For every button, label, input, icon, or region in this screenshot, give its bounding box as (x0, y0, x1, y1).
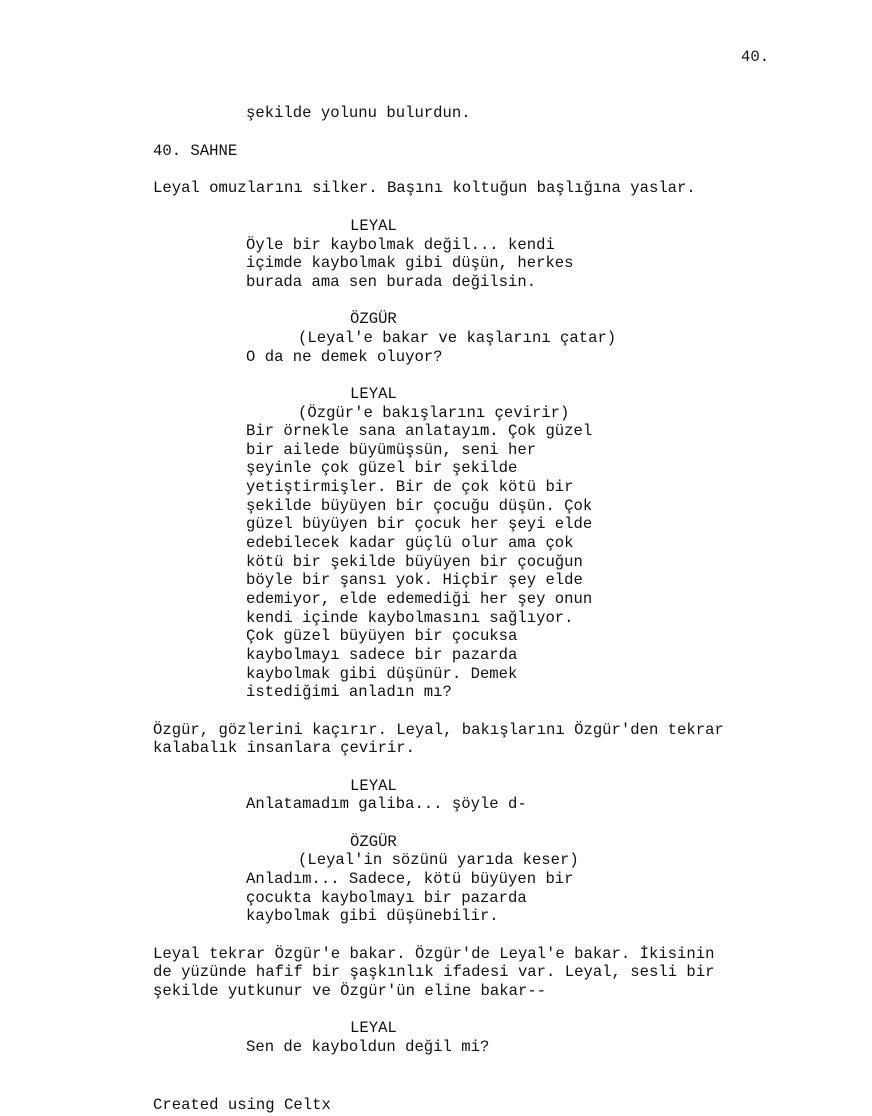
dialogue-line: böyle bir şansı yok. Hiçbir şey elde (246, 571, 583, 589)
dialogue-line: edebilecek kadar güçlü olur ama çok (246, 534, 574, 552)
dialogue-line: kötü bir şekilde büyüyen bir çocuğun (246, 553, 583, 571)
scene-heading: 40. SAHNE (153, 142, 238, 160)
dialogue-line: Anlatamadım galiba... şöyle d- (246, 795, 527, 813)
dialogue-line: kaybolmak gibi düşünebilir. (246, 907, 499, 925)
dialogue-line: şekilde büyüyen bir çocuğu düşün. Çok (246, 497, 593, 515)
parenthetical: (Leyal'e bakar ve kaşlarını çatar) (298, 329, 617, 347)
dialogue-line: bir ailede büyümüşsün, seni her (246, 441, 537, 459)
dialogue-line: kendi içinde kaybolmasını sağlıyor. (246, 609, 574, 627)
dialogue-line: Çok güzel büyüyen bir çocuksa (246, 627, 518, 645)
character-name: ÖZGÜR (350, 310, 397, 328)
parenthetical: (Leyal'in sözünü yarıda keser) (298, 851, 579, 869)
action-line: de yüzünde hafif bir şaşkınlık ifadesi var. Leyal, sesli bir (153, 963, 715, 981)
dialogue-line: O da ne demek oluyor? (246, 348, 443, 366)
dialogue-line: istediğimi anladın mı? (246, 683, 452, 701)
dialogue-line: edemiyor, elde edemediği her şey onun (246, 590, 593, 608)
dialogue-line: yetiştirmişler. Bir de çok kötü bir (246, 478, 574, 496)
dialogue-line: burada ama sen burada değilsin. (246, 273, 537, 291)
page-number: 40. (741, 48, 770, 66)
dialogue-line: Anladım... Sadece, kötü büyüyen bir (246, 870, 574, 888)
dialogue-line: Bir örnekle sana anlatayım. Çok güzel (246, 422, 593, 440)
continued-dialogue-line: şekilde yolunu bulurdun. (246, 104, 471, 122)
dialogue-line: kaybolmayı sadece bir pazarda (246, 646, 518, 664)
dialogue-line: kaybolmak gibi düşünür. Demek (246, 665, 518, 683)
action-line: Leyal tekrar Özgür'e bakar. Özgür'de Leyal'e bakar. İkisinin (153, 945, 715, 963)
action-line: Özgür, gözlerini kaçırır. Leyal, bakışlarını Özgür'den tekrar (153, 721, 724, 739)
character-name: LEYAL (350, 1019, 397, 1037)
dialogue-line: çocukta kaybolmayı bir pazarda (246, 889, 527, 907)
action-line: kalabalık insanlara çevirir. (153, 739, 416, 757)
character-name: ÖZGÜR (350, 833, 397, 851)
character-name: LEYAL (350, 777, 397, 795)
dialogue-line: Sen de kayboldun değil mi? (246, 1038, 490, 1056)
dialogue-line: içimde kaybolmak gibi düşün, herkes (246, 254, 574, 272)
character-name: LEYAL (350, 217, 397, 235)
footer-credit: Created using Celtx (153, 1096, 331, 1114)
parenthetical: (Özgür'e bakışlarını çevirir) (298, 404, 570, 422)
dialogue-line: güzel büyüyen bir çocuk her şeyi elde (246, 515, 593, 533)
dialogue-line: şeyinle çok güzel bir şekilde (246, 459, 518, 477)
action-line: şekilde yutkunur ve Özgür'ün eline bakar-- (153, 982, 547, 1000)
dialogue-line: Öyle bir kaybolmak değil... kendi (246, 236, 555, 254)
character-name: LEYAL (350, 385, 397, 403)
action-line: Leyal omuzlarını silker. Başını koltuğun başlığına yaslar. (153, 179, 696, 197)
